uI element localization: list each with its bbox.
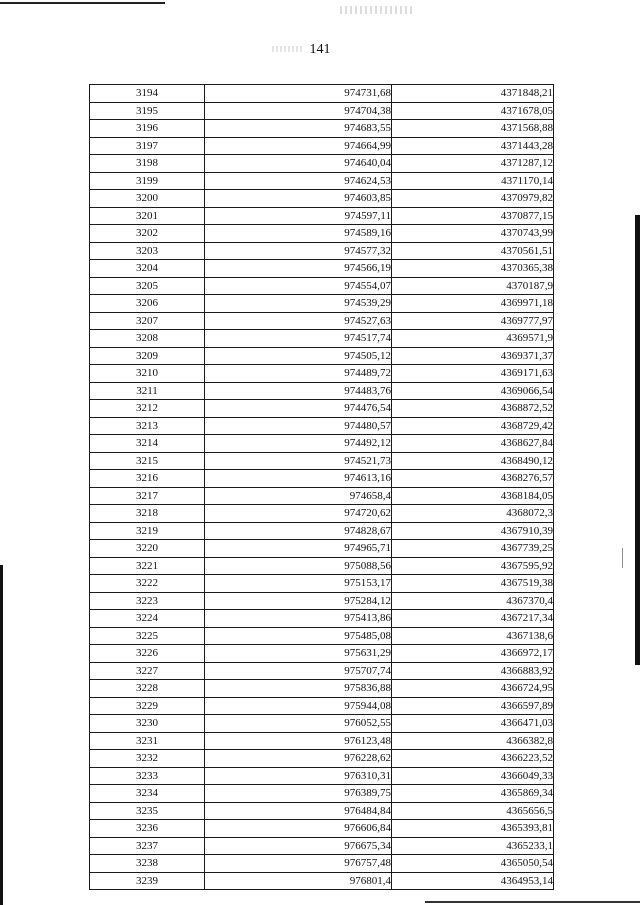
x-coordinate-cell: 974521,73 xyxy=(205,452,392,470)
x-coordinate-cell: 974527,63 xyxy=(205,312,392,330)
y-coordinate-cell: 4371568,88 xyxy=(392,120,554,138)
x-coordinate-cell: 975944,08 xyxy=(205,697,392,715)
x-coordinate-cell: 974828,67 xyxy=(205,522,392,540)
point-number-cell: 3216 xyxy=(90,470,205,488)
table-row xyxy=(90,872,554,890)
x-coordinate-cell: 976123,48 xyxy=(205,732,392,750)
x-coordinate-cell: 974658,4 xyxy=(205,487,392,505)
y-coordinate-cell: 4371678,05 xyxy=(392,102,554,120)
y-coordinate-cell: 4370365,38 xyxy=(392,260,554,278)
x-coordinate-cell: 975836,88 xyxy=(205,680,392,698)
point-number-cell: 3234 xyxy=(90,785,205,803)
y-coordinate-cell: 4366471,03 xyxy=(392,715,554,733)
y-coordinate-cell: 4370743,99 xyxy=(392,225,554,243)
scan-edge-line-bottom xyxy=(425,901,640,903)
x-coordinate-cell: 976757,48 xyxy=(205,855,392,873)
point-number-cell: 3212 xyxy=(90,400,205,418)
table-row xyxy=(90,120,554,138)
y-coordinate-cell: 4365050,54 xyxy=(392,855,554,873)
point-number-cell: 3197 xyxy=(90,137,205,155)
point-number-cell: 3230 xyxy=(90,715,205,733)
table-row xyxy=(90,417,554,435)
table-row xyxy=(90,750,554,768)
y-coordinate-cell: 4367910,39 xyxy=(392,522,554,540)
point-number-cell: 3199 xyxy=(90,172,205,190)
x-coordinate-cell: 976052,55 xyxy=(205,715,392,733)
y-coordinate-cell: 4370187,9 xyxy=(392,277,554,295)
y-coordinate-cell: 4367595,92 xyxy=(392,557,554,575)
x-coordinate-cell: 974965,71 xyxy=(205,540,392,558)
table-row xyxy=(90,592,554,610)
x-coordinate-cell: 976484,84 xyxy=(205,802,392,820)
table-row xyxy=(90,855,554,873)
y-coordinate-cell: 4368729,42 xyxy=(392,417,554,435)
y-coordinate-cell: 4366724,95 xyxy=(392,680,554,698)
point-number-cell: 3207 xyxy=(90,312,205,330)
y-coordinate-cell: 4368872,52 xyxy=(392,400,554,418)
table-row xyxy=(90,102,554,120)
table-row xyxy=(90,242,554,260)
x-coordinate-cell: 974731,68 xyxy=(205,85,392,103)
x-coordinate-cell: 974720,62 xyxy=(205,505,392,523)
point-number-cell: 3228 xyxy=(90,680,205,698)
table-row xyxy=(90,837,554,855)
y-coordinate-cell: 4368184,05 xyxy=(392,487,554,505)
table-row xyxy=(90,312,554,330)
y-coordinate-cell: 4364953,14 xyxy=(392,872,554,890)
table-row xyxy=(90,137,554,155)
x-coordinate-cell: 975088,56 xyxy=(205,557,392,575)
point-number-cell: 3202 xyxy=(90,225,205,243)
point-number-cell: 3220 xyxy=(90,540,205,558)
x-coordinate-cell: 975631,29 xyxy=(205,645,392,663)
point-number-cell: 3232 xyxy=(90,750,205,768)
point-number-cell: 3224 xyxy=(90,610,205,628)
point-number-cell: 3208 xyxy=(90,330,205,348)
point-number-cell: 3217 xyxy=(90,487,205,505)
y-coordinate-cell: 4366049,33 xyxy=(392,767,554,785)
y-coordinate-cell: 4366382,8 xyxy=(392,732,554,750)
x-coordinate-cell: 975413,86 xyxy=(205,610,392,628)
x-coordinate-cell: 975485,08 xyxy=(205,627,392,645)
y-coordinate-cell: 4366597,89 xyxy=(392,697,554,715)
x-coordinate-cell: 976606,84 xyxy=(205,820,392,838)
point-number-cell: 3237 xyxy=(90,837,205,855)
table-row xyxy=(90,155,554,173)
point-number-cell: 3229 xyxy=(90,697,205,715)
table-row xyxy=(90,400,554,418)
table-row xyxy=(90,365,554,383)
x-coordinate-cell: 974613,16 xyxy=(205,470,392,488)
table-row xyxy=(90,452,554,470)
y-coordinate-cell: 4368627,84 xyxy=(392,435,554,453)
y-coordinate-cell: 4369571,9 xyxy=(392,330,554,348)
x-coordinate-cell: 974483,76 xyxy=(205,382,392,400)
y-coordinate-cell: 4367739,25 xyxy=(392,540,554,558)
table-row xyxy=(90,645,554,663)
x-coordinate-cell: 974589,16 xyxy=(205,225,392,243)
point-number-cell: 3219 xyxy=(90,522,205,540)
y-coordinate-cell: 4371443,28 xyxy=(392,137,554,155)
y-coordinate-cell: 4366883,92 xyxy=(392,662,554,680)
point-number-cell: 3223 xyxy=(90,592,205,610)
y-coordinate-cell: 4370561,51 xyxy=(392,242,554,260)
point-number-cell: 3226 xyxy=(90,645,205,663)
x-coordinate-cell: 974683,55 xyxy=(205,120,392,138)
point-number-cell: 3210 xyxy=(90,365,205,383)
y-coordinate-cell: 4365656,5 xyxy=(392,802,554,820)
table-row xyxy=(90,382,554,400)
scan-edge-bar-right xyxy=(635,215,640,665)
point-number-cell: 3194 xyxy=(90,85,205,103)
y-coordinate-cell: 4370877,15 xyxy=(392,207,554,225)
table-row xyxy=(90,277,554,295)
point-number-cell: 3235 xyxy=(90,802,205,820)
point-number-cell: 3211 xyxy=(90,382,205,400)
x-coordinate-cell: 974664,99 xyxy=(205,137,392,155)
x-coordinate-cell: 974577,32 xyxy=(205,242,392,260)
x-coordinate-cell: 974624,53 xyxy=(205,172,392,190)
x-coordinate-cell: 975707,74 xyxy=(205,662,392,680)
point-number-cell: 3236 xyxy=(90,820,205,838)
x-coordinate-cell: 974492,12 xyxy=(205,435,392,453)
x-coordinate-cell: 976801,4 xyxy=(205,872,392,890)
x-coordinate-cell: 975153,17 xyxy=(205,575,392,593)
scan-smudge-top xyxy=(340,6,412,14)
x-coordinate-cell: 974480,57 xyxy=(205,417,392,435)
table-row xyxy=(90,487,554,505)
table-row xyxy=(90,715,554,733)
x-coordinate-cell: 974539,29 xyxy=(205,295,392,313)
x-coordinate-cell: 976675,34 xyxy=(205,837,392,855)
y-coordinate-cell: 4371848,21 xyxy=(392,85,554,103)
y-coordinate-cell: 4369171,63 xyxy=(392,365,554,383)
point-number-cell: 3204 xyxy=(90,260,205,278)
x-coordinate-cell: 975284,12 xyxy=(205,592,392,610)
x-coordinate-cell: 974603,85 xyxy=(205,190,392,208)
y-coordinate-cell: 4369777,97 xyxy=(392,312,554,330)
table-row xyxy=(90,207,554,225)
y-coordinate-cell: 4366223,52 xyxy=(392,750,554,768)
scan-edge-bar-left xyxy=(0,565,3,905)
point-number-cell: 3218 xyxy=(90,505,205,523)
point-number-cell: 3227 xyxy=(90,662,205,680)
table-row xyxy=(90,697,554,715)
table-row xyxy=(90,330,554,348)
page-number: 141 xyxy=(309,42,331,57)
y-coordinate-cell: 4369066,54 xyxy=(392,382,554,400)
table-row xyxy=(90,732,554,750)
point-number-cell: 3238 xyxy=(90,855,205,873)
table-row xyxy=(90,610,554,628)
coordinates-table-body xyxy=(90,85,554,890)
point-number-cell: 3233 xyxy=(90,767,205,785)
point-number-cell: 3203 xyxy=(90,242,205,260)
x-coordinate-cell: 974505,12 xyxy=(205,347,392,365)
y-coordinate-cell: 4369371,37 xyxy=(392,347,554,365)
point-number-cell: 3225 xyxy=(90,627,205,645)
table-row xyxy=(90,172,554,190)
point-number-cell: 3198 xyxy=(90,155,205,173)
table-row xyxy=(90,435,554,453)
table-row xyxy=(90,295,554,313)
point-number-cell: 3213 xyxy=(90,417,205,435)
point-number-cell: 3201 xyxy=(90,207,205,225)
table-row xyxy=(90,522,554,540)
y-coordinate-cell: 4368276,57 xyxy=(392,470,554,488)
y-coordinate-cell: 4366972,17 xyxy=(392,645,554,663)
table-row xyxy=(90,347,554,365)
table-row xyxy=(90,680,554,698)
point-number-cell: 3215 xyxy=(90,452,205,470)
table-row xyxy=(90,662,554,680)
point-number-cell: 3196 xyxy=(90,120,205,138)
y-coordinate-cell: 4370979,82 xyxy=(392,190,554,208)
table-row xyxy=(90,820,554,838)
table-row xyxy=(90,505,554,523)
table-row xyxy=(90,540,554,558)
coordinates-table xyxy=(89,84,554,890)
y-coordinate-cell: 4369971,18 xyxy=(392,295,554,313)
point-number-cell: 3205 xyxy=(90,277,205,295)
x-coordinate-cell: 974640,04 xyxy=(205,155,392,173)
y-coordinate-cell: 4367138,6 xyxy=(392,627,554,645)
y-coordinate-cell: 4367370,4 xyxy=(392,592,554,610)
point-number-cell: 3206 xyxy=(90,295,205,313)
x-coordinate-cell: 974489,72 xyxy=(205,365,392,383)
point-number-cell: 3239 xyxy=(90,872,205,890)
scan-mark-right xyxy=(622,548,623,568)
table-row xyxy=(90,575,554,593)
scan-edge-line-top xyxy=(0,2,165,4)
x-coordinate-cell: 974566,19 xyxy=(205,260,392,278)
point-number-cell: 3200 xyxy=(90,190,205,208)
y-coordinate-cell: 4368072,3 xyxy=(392,505,554,523)
table-row xyxy=(90,190,554,208)
x-coordinate-cell: 974517,74 xyxy=(205,330,392,348)
point-number-cell: 3221 xyxy=(90,557,205,575)
point-number-cell: 3209 xyxy=(90,347,205,365)
point-number-cell: 3214 xyxy=(90,435,205,453)
x-coordinate-cell: 974597,11 xyxy=(205,207,392,225)
table-row xyxy=(90,557,554,575)
x-coordinate-cell: 976389,75 xyxy=(205,785,392,803)
table-row xyxy=(90,470,554,488)
y-coordinate-cell: 4367217,34 xyxy=(392,610,554,628)
x-coordinate-cell: 976310,31 xyxy=(205,767,392,785)
x-coordinate-cell: 976228,62 xyxy=(205,750,392,768)
x-coordinate-cell: 974476,54 xyxy=(205,400,392,418)
point-number-cell: 3195 xyxy=(90,102,205,120)
table-row xyxy=(90,767,554,785)
table-row xyxy=(90,802,554,820)
y-coordinate-cell: 4365869,34 xyxy=(392,785,554,803)
x-coordinate-cell: 974554,07 xyxy=(205,277,392,295)
table-row xyxy=(90,785,554,803)
x-coordinate-cell: 974704,38 xyxy=(205,102,392,120)
y-coordinate-cell: 4365233,1 xyxy=(392,837,554,855)
y-coordinate-cell: 4371170,14 xyxy=(392,172,554,190)
point-number-cell: 3222 xyxy=(90,575,205,593)
table-row xyxy=(90,627,554,645)
y-coordinate-cell: 4367519,38 xyxy=(392,575,554,593)
table-row xyxy=(90,225,554,243)
point-number-cell: 3231 xyxy=(90,732,205,750)
y-coordinate-cell: 4368490,12 xyxy=(392,452,554,470)
y-coordinate-cell: 4365393,81 xyxy=(392,820,554,838)
table-row xyxy=(90,260,554,278)
table-row xyxy=(90,85,554,103)
y-coordinate-cell: 4371287,12 xyxy=(392,155,554,173)
